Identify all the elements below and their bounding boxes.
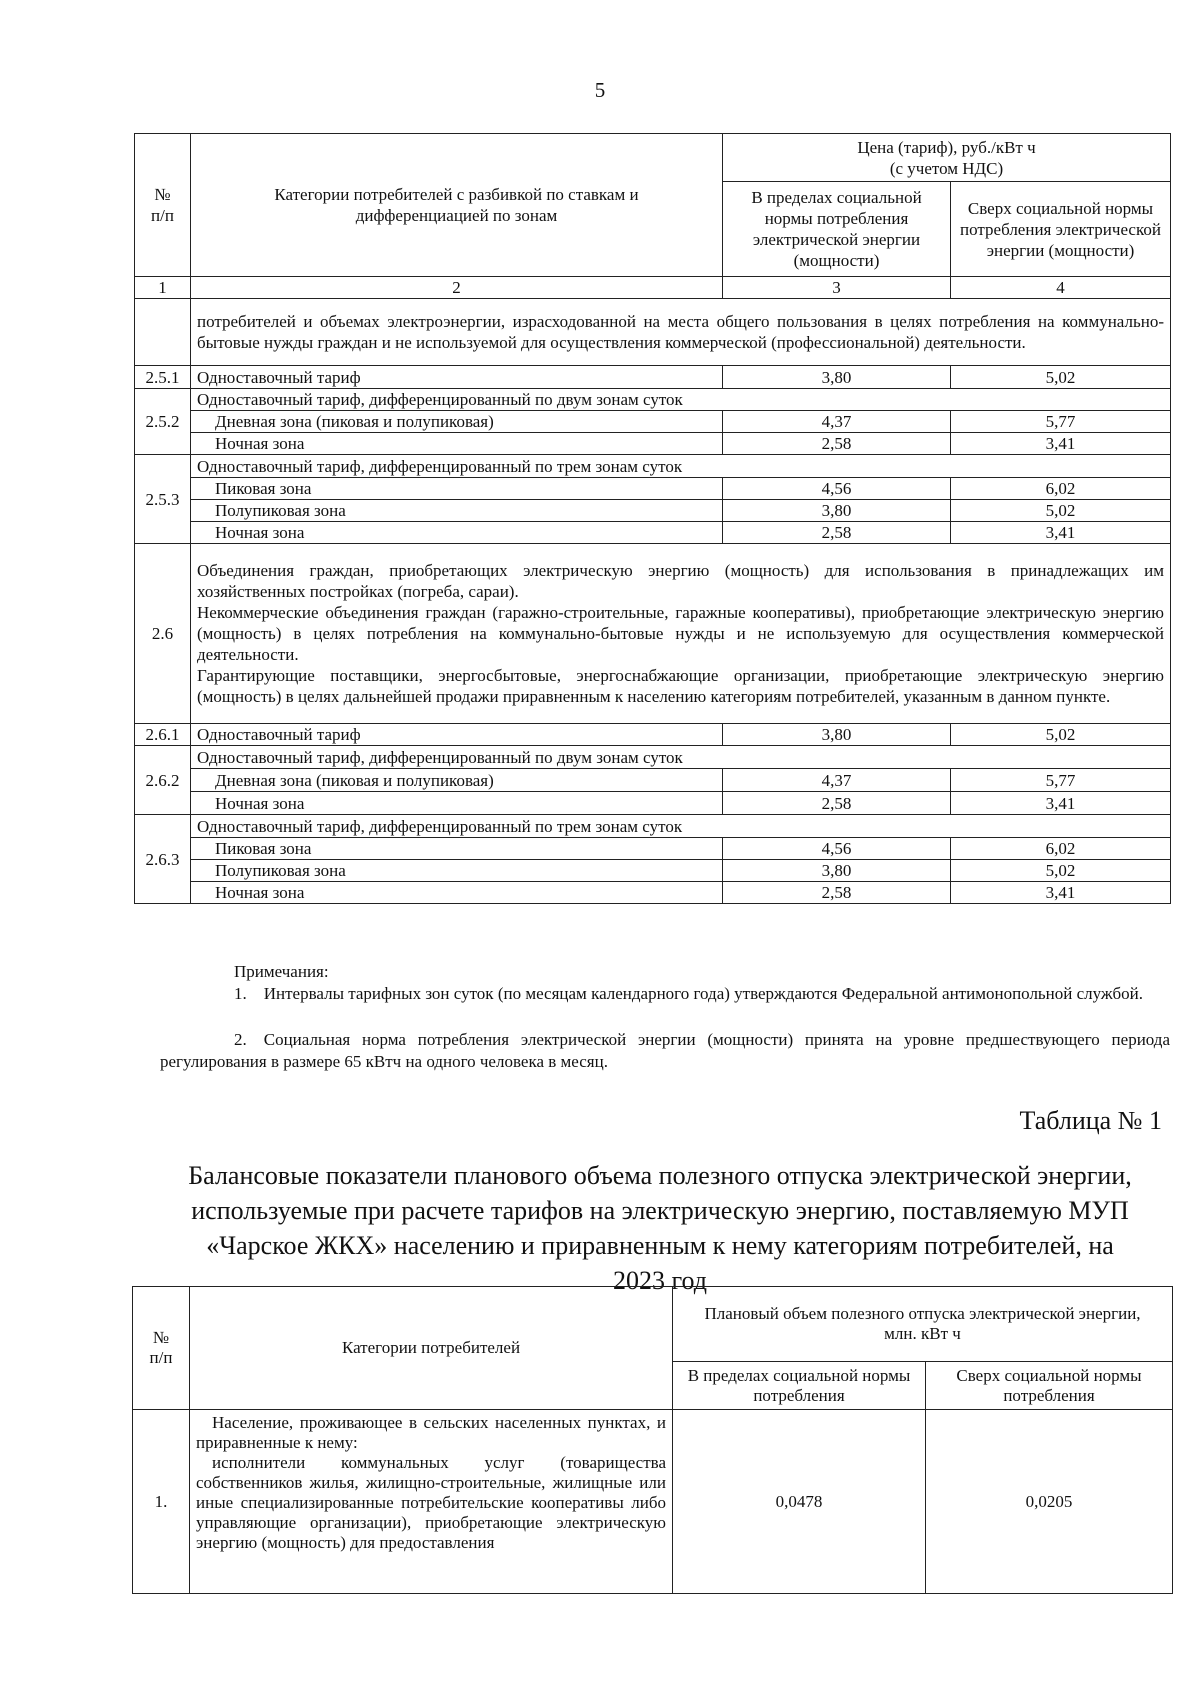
row-label: Одноставочный тариф, дифференцированный по двум зонам суток bbox=[191, 746, 1171, 769]
header-above-norm: Сверх социальной нормы потребления электрической энергии (мощности) bbox=[951, 182, 1171, 277]
price-above: 5,02 bbox=[951, 500, 1171, 522]
price-within: 2,58 bbox=[723, 792, 951, 815]
note-2: 2. Социальная норма потребления электрической энергии (мощности) принята на уровне предшествующего периода регулирования в размере 65 кВтч на одного человека в месяц. bbox=[160, 1030, 1170, 1071]
row-num: 2.5.2 bbox=[135, 389, 191, 455]
col-number: 3 bbox=[723, 277, 951, 299]
price-above: 5,02 bbox=[951, 366, 1171, 389]
zone-label: Полупиковая зона bbox=[191, 500, 723, 522]
category-description bbox=[191, 544, 1171, 724]
page-number: 5 bbox=[594, 78, 606, 102]
table-number: Таблица № 1 bbox=[1019, 1106, 1162, 1135]
zone-label: Пиковая зона bbox=[191, 478, 723, 500]
price-within: 4,37 bbox=[723, 769, 951, 792]
header-volume: Плановый объем полезного отпуска электрической энергии, млн. кВт ч bbox=[673, 1287, 1173, 1362]
header-within-norm: В пределах социальной нормы потребления bbox=[673, 1362, 926, 1410]
row-label: Одноставочный тариф bbox=[191, 366, 723, 389]
category-description bbox=[190, 1410, 673, 1594]
price-above: 3,41 bbox=[951, 433, 1171, 455]
price-within: 3,80 bbox=[723, 366, 951, 389]
zone-label: Полупиковая зона bbox=[191, 860, 723, 882]
price-above: 3,41 bbox=[951, 792, 1171, 815]
balance-table bbox=[132, 1286, 1173, 1594]
volume-within: 0,0478 bbox=[673, 1410, 926, 1594]
col-number: 4 bbox=[951, 277, 1171, 299]
price-within: 3,80 bbox=[723, 860, 951, 882]
price-within: 2,58 bbox=[723, 522, 951, 544]
price-above: 5,02 bbox=[951, 860, 1171, 882]
header-num: № п/п bbox=[133, 1287, 190, 1410]
note-1: 1. Интервалы тарифных зон суток (по месяцам календарного года) утверждаются Федеральной антимонопольной службой. bbox=[234, 984, 1143, 1003]
row-label: Одноставочный тариф, дифференцированный по двум зонам суток bbox=[191, 389, 1171, 411]
header-category: Категории потребителей bbox=[190, 1287, 673, 1410]
row-label: Одноставочный тариф bbox=[191, 724, 723, 746]
zone-label: Дневная зона (пиковая и полупиковая) bbox=[191, 769, 723, 792]
notes-title: Примечания: bbox=[234, 962, 329, 981]
price-above: 5,77 bbox=[951, 411, 1171, 433]
zone-label: Ночная зона bbox=[191, 792, 723, 815]
price-above: 5,77 bbox=[951, 769, 1171, 792]
header-category: Категории потребителей с разбивкой по ставкам и дифференциацией по зонам bbox=[191, 134, 723, 277]
category-description-p1: Объединения граждан, приобретающих электрическую энергию (мощность) для использования в принадлежащих им хозяйственных постройках (погреба, сараи). bbox=[197, 561, 1164, 601]
price-within: 2,58 bbox=[723, 882, 951, 904]
category-description-p3: Гарантирующие поставщики, энергосбытовые, энергоснабжающие организации, приобретающие электрическую энергию (мощность) в целях дальнейшей продажи приравненным к населению категориям потребителей, указанным в данном пункте. bbox=[197, 666, 1164, 706]
zone-label: Пиковая зона bbox=[191, 838, 723, 860]
zone-label: Ночная зона bbox=[191, 433, 723, 455]
row-label: Одноставочный тариф, дифференцированный по трем зонам суток bbox=[191, 815, 1171, 838]
header-price: Цена (тариф), руб./кВт ч (с учетом НДС) bbox=[723, 134, 1171, 182]
volume-above: 0,0205 bbox=[926, 1410, 1173, 1594]
category-description-p1: Население, проживающее в сельских населенных пунктах, и приравненные к нему: bbox=[196, 1413, 666, 1452]
row-num: 2.6.2 bbox=[135, 746, 191, 815]
col-number: 1 bbox=[135, 277, 191, 299]
zone-label: Ночная зона bbox=[191, 882, 723, 904]
header-above-norm: Сверх социальной нормы потребления bbox=[926, 1362, 1173, 1410]
price-above: 6,02 bbox=[951, 838, 1171, 860]
row-num: 1. bbox=[133, 1410, 190, 1594]
row-num: 2.5.3 bbox=[135, 455, 191, 544]
header-num: № п/п bbox=[135, 134, 191, 277]
price-within: 4,37 bbox=[723, 411, 951, 433]
category-description-p2: исполнители коммунальных услуг (товарищества собственников жилья, жилищно-строительные, жилищные или иные специализированные потребительские кооперативы либо управляющие организации), приобретающие электрическую энергию (мощность) для предоставления bbox=[196, 1453, 666, 1552]
table-title: Балансовые показатели планового объема полезного отпуска электрической энергии, используемые при расчете тарифов на электрическую энергию, поставляемую МУП «Чарское ЖКХ» населению и приравненным к нему категориям потребителей, на 2023 год bbox=[188, 1161, 1132, 1295]
price-within: 3,80 bbox=[723, 500, 951, 522]
col-number: 2 bbox=[191, 277, 723, 299]
tariff-table bbox=[134, 133, 1171, 904]
intro-text: потребителей и объемах электроэнергии, израсходованной на места общего пользования в целях потребления на коммунально-бытовые нужды граждан и не используемой для осуществления коммерческой (профессиональной) деятельности. bbox=[191, 299, 1171, 366]
zone-label: Дневная зона (пиковая и полупиковая) bbox=[191, 411, 723, 433]
header-within-norm: В пределах социальной нормы потребления электрической энергии (мощности) bbox=[723, 182, 951, 277]
row-num: 2.5.1 bbox=[135, 366, 191, 389]
category-description-p2: Некоммерческие объединения граждан (гаражно-строительные, гаражные кооперативы), приобретающие электрическую энергию (мощность) в целях потребления на коммунально-бытовые нужды и не используемую для осуществления коммерческой деятельности. bbox=[197, 603, 1164, 664]
row-label: Одноставочный тариф, дифференцированный по трем зонам суток bbox=[191, 455, 1171, 478]
price-above: 5,02 bbox=[951, 724, 1171, 746]
zone-label: Ночная зона bbox=[191, 522, 723, 544]
price-above: 6,02 bbox=[951, 478, 1171, 500]
price-within: 2,58 bbox=[723, 433, 951, 455]
row-num: 2.6 bbox=[135, 544, 191, 724]
row-num: 2.6.1 bbox=[135, 724, 191, 746]
row-num: 2.6.3 bbox=[135, 815, 191, 904]
price-within: 4,56 bbox=[723, 478, 951, 500]
price-above: 3,41 bbox=[951, 522, 1171, 544]
price-above: 3,41 bbox=[951, 882, 1171, 904]
price-within: 4,56 bbox=[723, 838, 951, 860]
price-within: 3,80 bbox=[723, 724, 951, 746]
